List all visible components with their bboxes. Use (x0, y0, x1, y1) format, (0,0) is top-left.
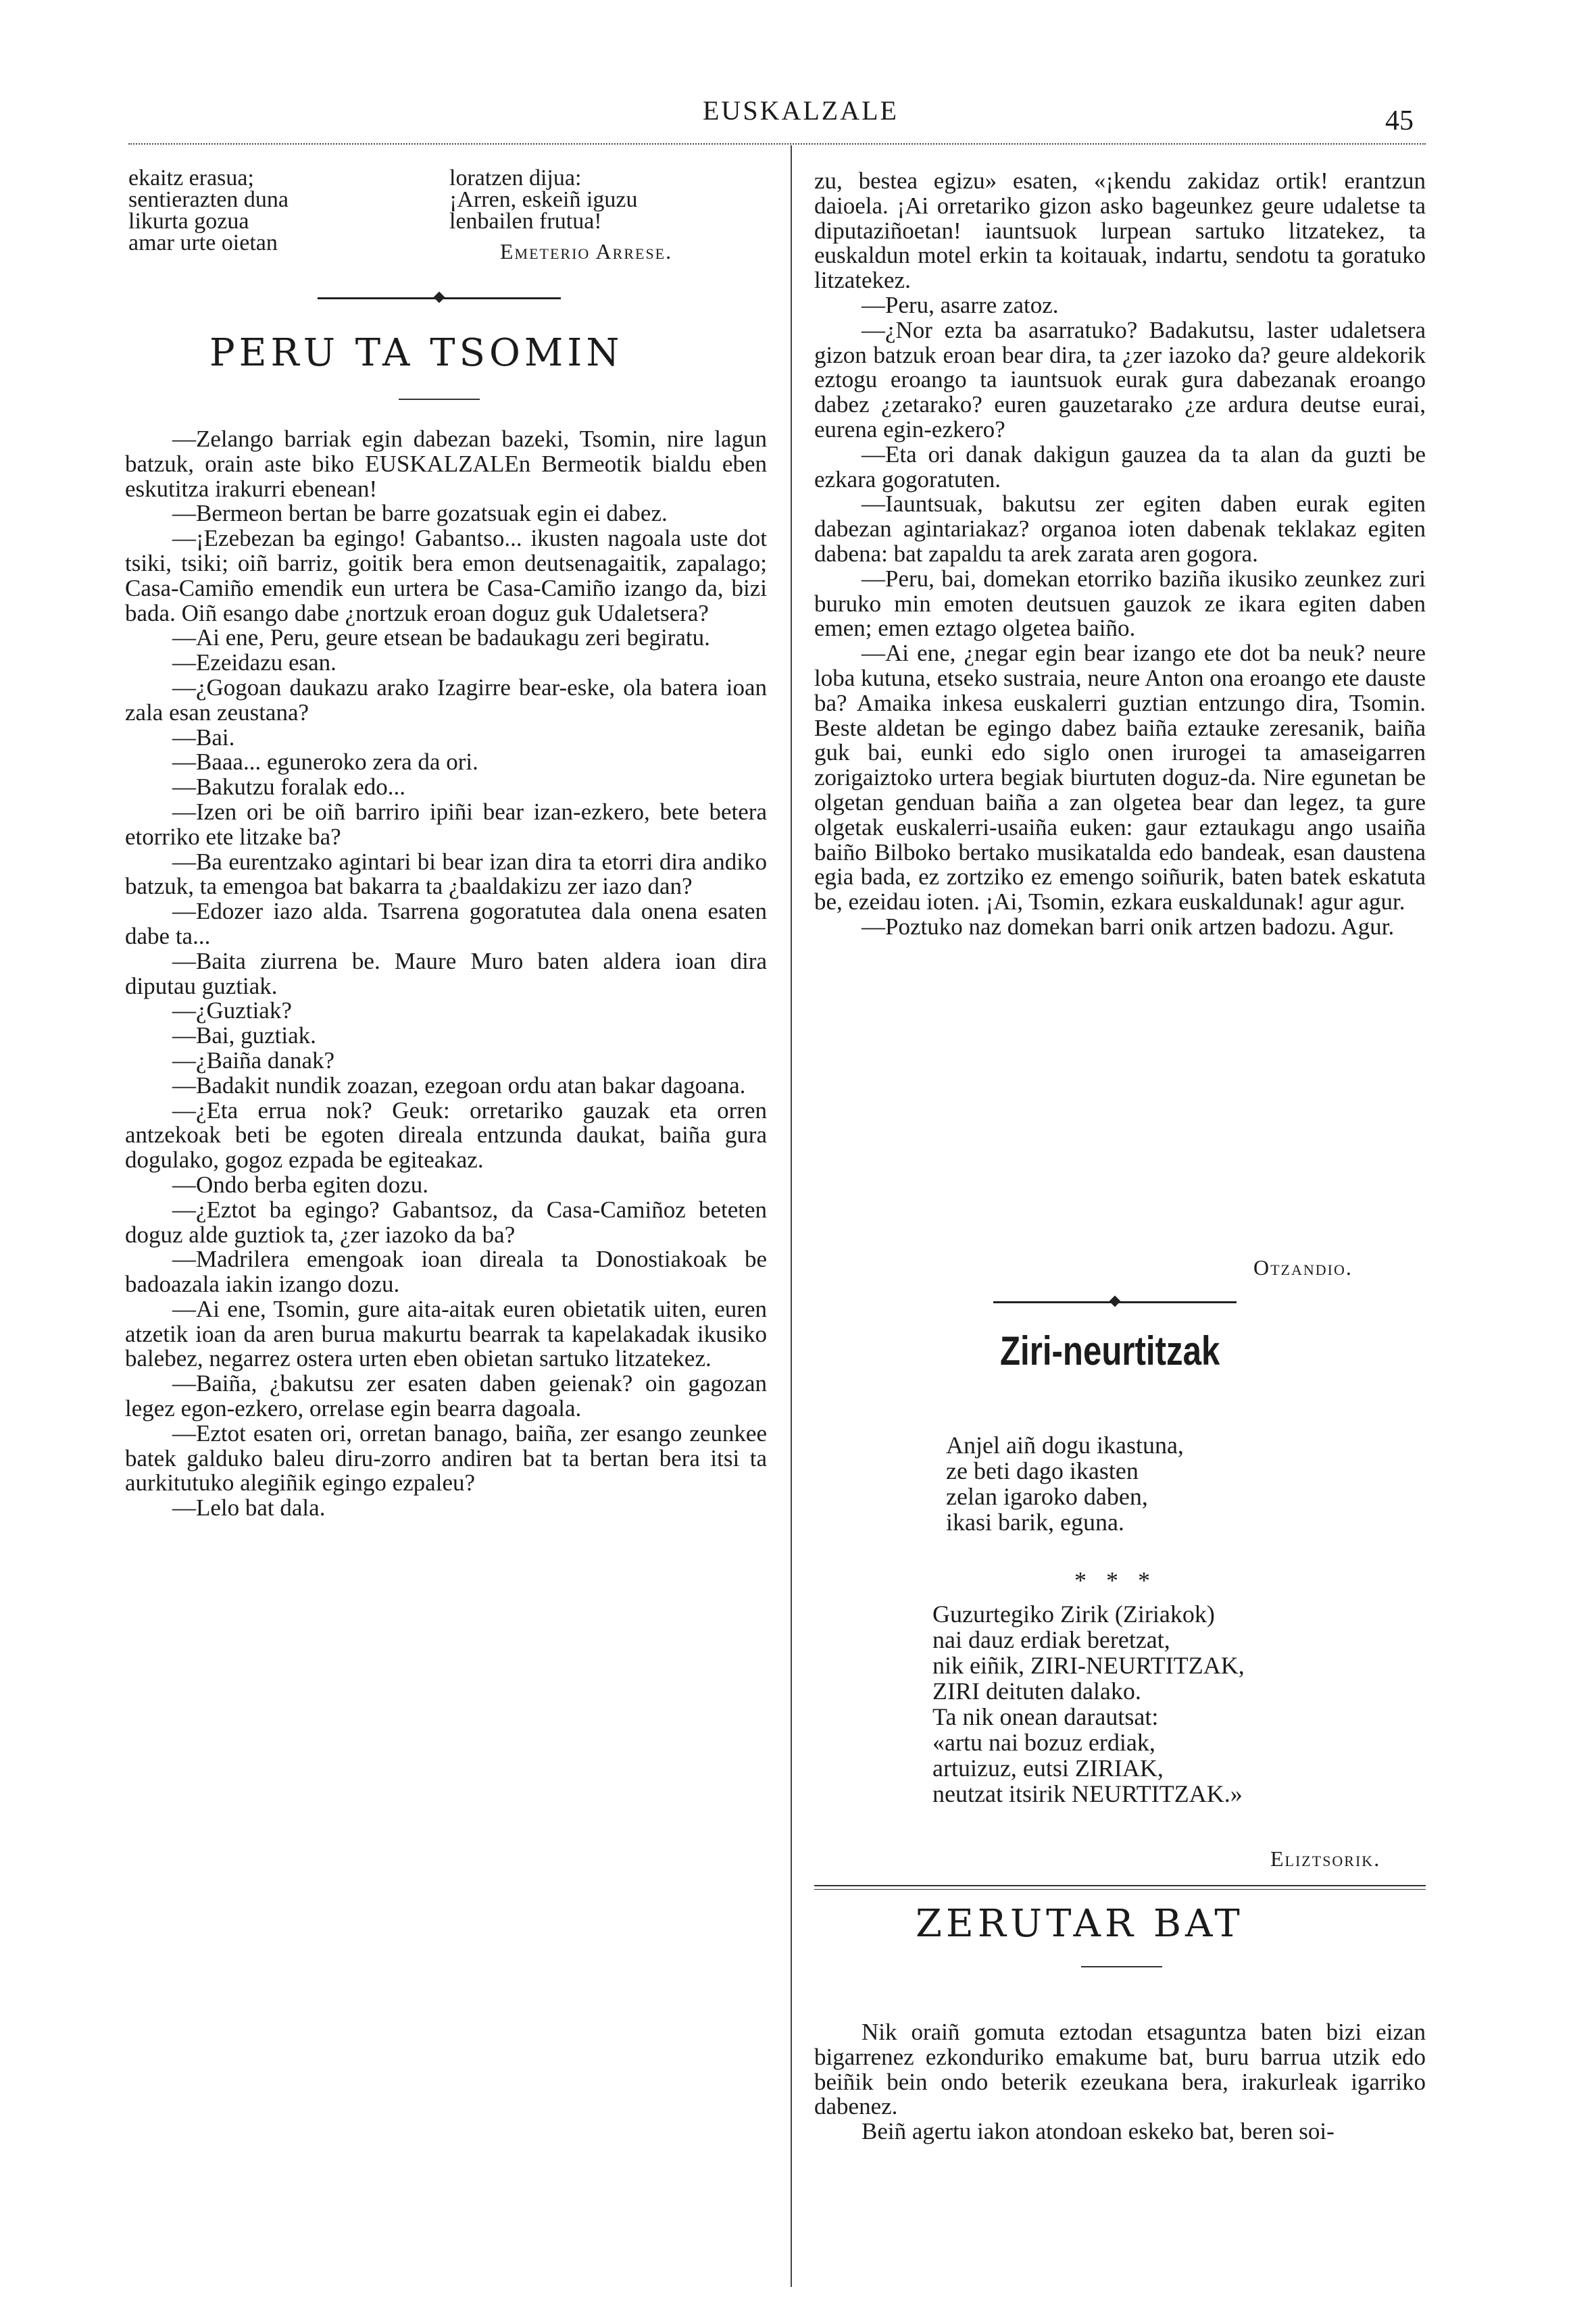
top-verse-left (128, 168, 289, 254)
paragraph: —Bai. (172, 724, 235, 751)
paragraph: —¡Ezebezan ba egingo! Gabantso... ikusten nagoala uste dot tsiki, tsiki; oiñ barriz, goitik bera emon deutsenagaitik, zapalago; Casa-Camiño emendik eun urtera be Casa-Camiño izango da, bizi bada. Oiñ esango dabe ¿nortzuk eroan doguz guk Udaletsera? (125, 525, 767, 626)
running-title: EUSKALZALE (703, 95, 899, 126)
title-underline (1081, 1966, 1162, 1967)
column-divider (791, 145, 792, 2287)
paragraph: —Izen ori be oiñ barriro ipiñi bear izan-ezkero, bete betera etorriko ete litzake ba? (125, 798, 767, 850)
poem-line: nik eiñik, ZIRI-NEURTITZAK, (932, 1652, 1245, 1679)
paragraph: —Baiña, ¿bakutsu zer esaten daben geienak? oin gagozan legez egon-ezkero, orrelase egin bearra dagoala. (125, 1370, 767, 1422)
poem-line: «artu nai bozuz erdiak, (932, 1729, 1155, 1756)
article1-right-column (814, 169, 1426, 940)
verse-line: amar urte oietan (128, 230, 278, 255)
page-number: 45 (1385, 105, 1414, 136)
paragraph: —Ba eurentzako agintari bi bear izan dira ta etorri dira andiko batzuk, ta emengoa bat bakarra ta ¿baaldakizu zer iazo dan? (125, 848, 767, 900)
article2-author: Eliztsorik. (1270, 1846, 1381, 1871)
paragraph: —Lelo bat dala. (172, 1494, 326, 1521)
poem-line: Guzurtegiko Zirik (Ziriakok) (932, 1601, 1215, 1628)
article-title-zerutar-bat: ZERUTAR BAT (916, 1902, 1244, 1946)
poem-line: Anjel aiñ dogu ikastuna, (946, 1432, 1184, 1459)
paragraph: —Ondo berba egiten dozu. (172, 1171, 429, 1198)
title-underline (399, 399, 480, 400)
poem-line: ikasi barik, eguna. (946, 1509, 1124, 1536)
verse-line: likurta gozua (128, 209, 249, 234)
paragraph: —¿Gogoan daukazu arako Izagirre bear-eske, ola batera ioan zala esan zeustana? (125, 674, 767, 726)
section-rule (814, 1885, 1426, 1886)
paragraph: —Ai ene, Peru, geure etsean be badaukagu zeri begiratu. (172, 624, 710, 651)
poem-line: zelan igaroko daben, (946, 1483, 1148, 1510)
verse-line: loratzen dijua: (449, 166, 582, 191)
article-title-ziri-neurtitzak: Ziri-neurtitzak (1000, 1328, 1220, 1374)
paragraph: —¿Baiña danak? (172, 1047, 335, 1074)
poem-line: neutzat itsirik NEURTITZAK.» (932, 1780, 1243, 1807)
paragraph: —Madrilera emengoak ioan direala ta Donostiakoak be badoazala iakin izango dozu. (125, 1246, 767, 1298)
paragraph: Nik oraiñ gomuta eztodan etsaguntza baten bizi eizan bigarrenez ezkonduriko emakume bat, buru barrua utzik edo beiñik bein ondo beterik ezeukana bera, irakurleak igarriko dabenez. (814, 2019, 1426, 2120)
verse-line: ekaitz erasua; (128, 166, 254, 191)
stanza-separator: * * * (1074, 1567, 1157, 1594)
article1-author: Otzandio. (1253, 1255, 1353, 1280)
paragraph: —Ai ene, Tsomin, gure aita-aitak euren obietatik uiten, euren atzetik ioan da aren burua makurtu bearrak ta kapelakadak ikusiko balebez, negarrez ostera urten eben obietan sartuko litzatekez. (125, 1295, 767, 1372)
poem-stanza-1 (946, 1432, 1184, 1535)
paragraph: Beiñ agertu iakon atondoan eskeko bat, beren soi- (862, 2118, 1335, 2145)
article1-left-column (125, 427, 767, 1521)
section-rule (814, 1889, 1426, 1890)
paragraph: —Peru, bai, domekan etorriko baziña ikusiko zeunkez zuri buruko min emoten deutsuen gauzok ze ikara egiten daben emen; emen eztago olgetea baiño. (814, 565, 1426, 642)
verse-line: lenbailen frutua! (449, 209, 602, 234)
article-title-peru-ta-tsomin: PERU TA TSOMIN (209, 331, 624, 375)
paragraph: —Poztuko naz domekan barri onik artzen badozu. Agur. (862, 913, 1395, 940)
paragraph: —¿Eztot ba egingo? Gabantsoz, da Casa-Camiñoz beteten doguz alde guztiok ta, ¿zer iazoko da ba? (125, 1196, 767, 1248)
poem-stanza-2 (932, 1601, 1245, 1807)
paragraph: —Ai ene, ¿negar egin bear izango ete dot ba neuk? neure loba kutuna, etseko sustraia, neure Anton ona eroango ete dauste ba? Amaika inkesa euskalerri guztian entzungo dira, Tsomin. Beste aldetan be egingo dabez baiña eztauke zeresanik, baiña guk bai, eunki edo siglo onen irurogei ta amaseigarren zorigaiztoko urtera begiak biurtuten doguz-da. Nire egunetan be olgetan genduan baiña a zan olgetea bear dan legez, ta gure olgetak euskalerri-usaiña euken: gaur eztaukagu ango usaiña baiño Bilboko bertako musikatalda edo bandeak, esan daustena egia bada, ez zortziko ez emengo soiñurik, baten batek eskatuta be, ezeidau ioten. ¡Ai, Tsomin, ezkara euskaldunak! agur agur. (814, 640, 1426, 915)
paragraph: —Bermeon bertan be barre gozatsuak egin ei dabez. (172, 500, 668, 527)
paragraph: —¿Eta errua nok? Geuk: orretariko gauzak eta orren antzekoak beti be egoten direala entzunda daukat, baiña gura dogulako, gogoz ezpada be egiteakaz. (125, 1097, 767, 1174)
paragraph: —Eta ori danak dakigun gauzea da ta alan da guzti be ezkara gogoratuten. (814, 441, 1426, 493)
verse-line: sentierazten duna (128, 187, 289, 212)
paragraph: —Eztot esaten ori, orretan banago, baiña, zer esango zeunkee batek galduko baleu diru-zorro andiren bat ta bertan bera itsi ta aurkitutuko alegiñik egingo ezpaleu? (125, 1419, 767, 1496)
top-verse-right (449, 168, 638, 232)
paragraph: —Zelango barriak egin dabezan bazeki, Tsomin, nire lagun batzuk, orain aste biko EUSKALZALEn Bermeotik bialdu eben eskutitza irakurri ebenean! (125, 426, 767, 502)
paragraph: —Bai, guztiak. (172, 1022, 316, 1049)
poem-line: nai dauz erdiak beretzat, (932, 1626, 1170, 1653)
paragraph: —Bakutzu foralak edo... (172, 774, 406, 801)
ornament-diamond (434, 292, 445, 303)
paragraph: —¿Guztiak? (172, 997, 292, 1024)
verse-line: ¡Arren, eskeiñ iguzu (449, 187, 638, 212)
paragraph: —Baaa... eguneroko zera da ori. (172, 749, 478, 776)
paragraph: —Badakit nundik zoazan, ezegoan ordu atan bakar dagoana. (172, 1072, 746, 1099)
paragraph: —Edozer iazo alda. Tsarrena gogoratutea dala onena esaten dabe ta... (125, 898, 767, 949)
paragraph: —¿Nor ezta ba asarratuko? Badakutsu, laster udaletsera gizon batzuk eroan bear dira, ta ¿zer iazoko da? geure aldekorik eztogu eroango ta iauntsuok eurak gura dabezanak eroango dabez ¿zetarako? euren gauzetarako ¿ze ardura deutse eurai, eurena egin-ezkero? (814, 316, 1426, 443)
paragraph: —Baita ziurrena be. Maure Muro baten aldera ioan dira diputau guztiak. (125, 947, 767, 999)
paragraph: —Peru, asarre zatoz. (862, 291, 1059, 318)
paragraph: —Iauntsuak, bakutsu zer egiten daben eurak egiten dabezan agintariakaz? organoa ioten dabenak teklakaz egiten dabena: bat zapaldu ta arek zarata aren gogora. (814, 491, 1426, 567)
poem-line: ze beti dago ikasten (946, 1457, 1139, 1484)
header-rule (128, 143, 1426, 145)
poem-line: artuizuz, eutsi ZIRIAK, (932, 1755, 1164, 1782)
paragraph: —Ezeidazu esan. (172, 649, 336, 676)
paragraph: zu, bestea egizu» esaten, «¡kendu zakidaz ortik! erantzun daioela. ¡Ai orretariko gizon asko bageunkez geure udaletse ta diputaziñoetan! iauntsuok lurpean sartuko litzatekez, ta euskaldun motel erkin ta koitauak, indartu, sendotu ta goratuko litzatekez. (814, 168, 1426, 294)
poem-line: ZIRI deituten dalako. (932, 1678, 1141, 1705)
top-verse-author: Emeterio Arrese. (500, 239, 673, 263)
article3-body (814, 2020, 1426, 2144)
poem-line: Ta nik onean darautsat: (932, 1703, 1159, 1730)
ornament-diamond (1109, 1296, 1121, 1307)
